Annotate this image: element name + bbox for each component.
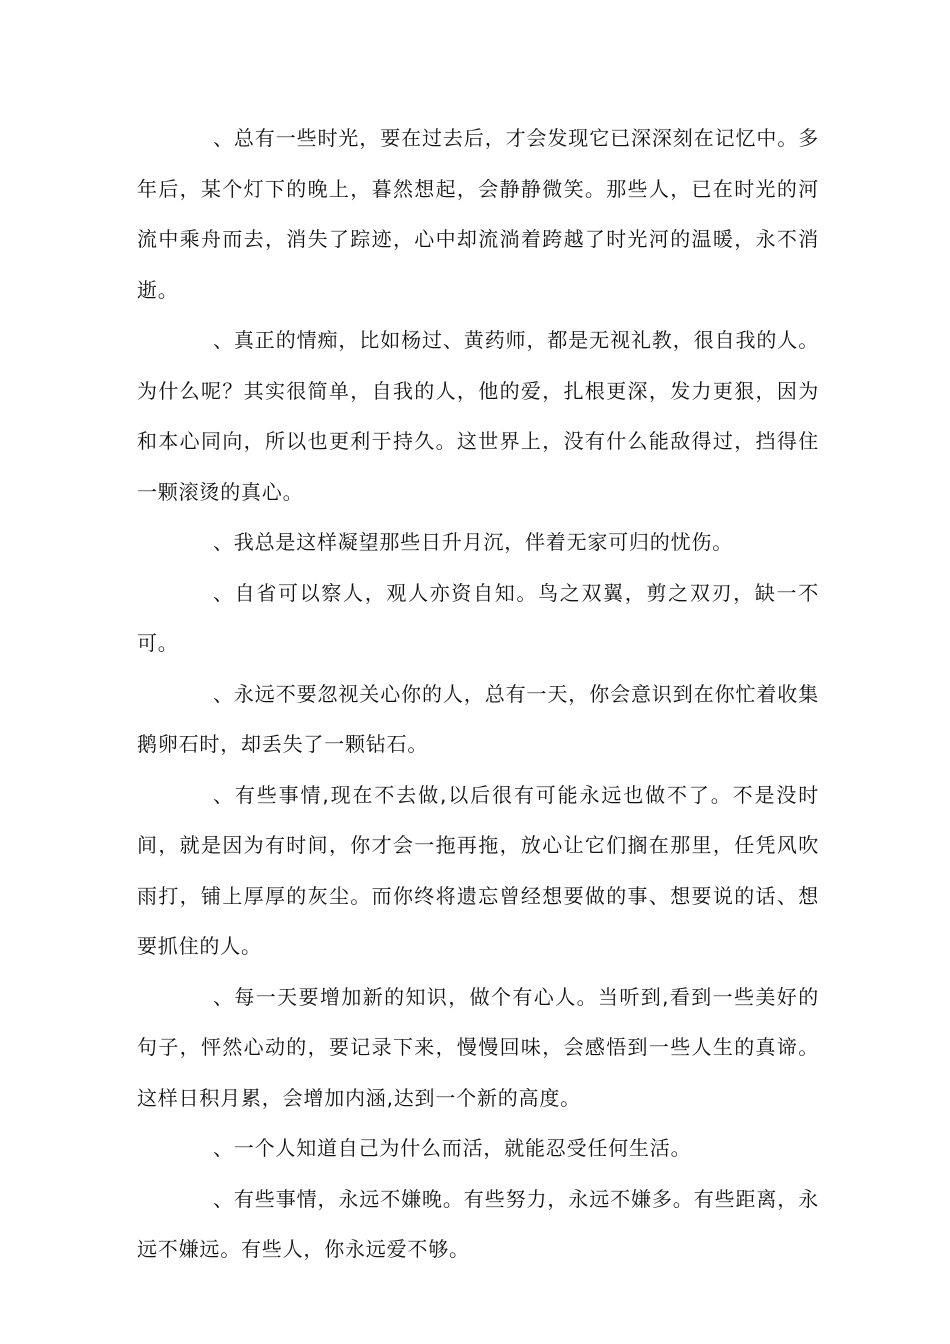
paragraph-9: 、有些事情，永远不嫌晚。有些努力，永远不嫌多。有些距离，永远不嫌远。有些人，你永远爱不够。 [137,1186,819,1261]
paragraph-8: 、一个人知道自己为什么而活，就能忍受任何生活。 [213,1136,692,1160]
paragraph-5: 、永远不要忽视关心你的人，总有一天，你会意识到在你忙着收集鹅卵石时，却丢失了一颗钻石。 [137,681,819,756]
document-body [137,113,819,1275]
paragraph-2: 、真正的情痴，比如杨过、黄药师，都是无视礼教，很自我的人。为什么呢？其实很简单，自我的人，他的爱，扎根更深，发力更狠，因为和本心同向，所以也更利于持久。这世界上，没有什么能敌得过，挡得住一颗滚烫的真心。 [137,328,819,504]
paragraph-7: 、每一天要增加新的知识，做个有心人。当听到,看到一些美好的句子，怦然心动的，要记录下来，慢慢回味，会感悟到一些人生的真谛。这样日积月累，会增加内涵,达到一个新的高度。 [137,984,819,1110]
paragraph-4: 、自省可以察人，观人亦资自知。鸟之双翼，剪之双刃，缺一不可。 [137,580,819,655]
paragraph-3: 、我总是这样凝望那些日升月沉，伴着无家可归的忧伤。 [213,530,733,554]
paragraph-6: 、有些事情,现在不去做,以后很有可能永远也做不了。不是没时间，就是因为有时间，你才会一拖再拖，放心让它们搁在那里，任凭风吹雨打，铺上厚厚的灰尘。而你终将遗忘曾经想要做的事、想要说的话、想要抓住的人。 [137,782,819,958]
paragraph-1: 、总有一些时光，要在过去后，才会发现它已深深刻在记忆中。多年后，某个灯下的晚上，暮然想起，会静静微笑。那些人，已在时光的河流中乘舟而去，消失了踪迹，心中却流淌着跨越了时光河的温暖，永不消逝。 [137,126,819,302]
